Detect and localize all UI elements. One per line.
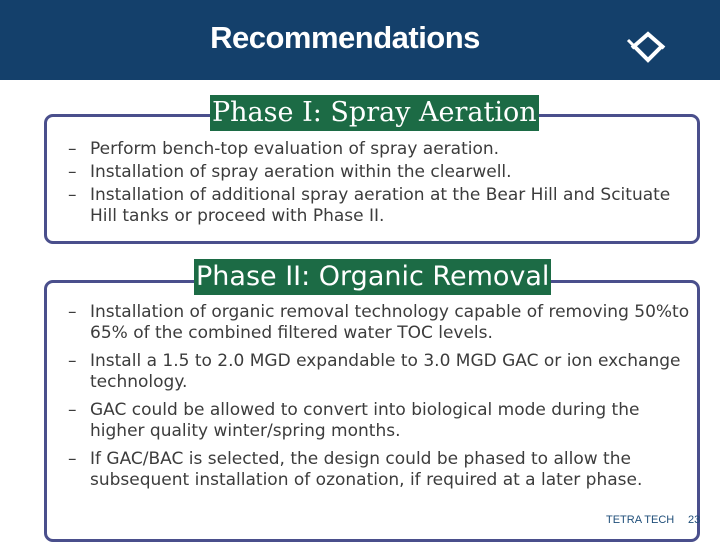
- list-item: [68, 139, 688, 160]
- list-item: [68, 449, 690, 491]
- page-number: 23: [688, 514, 701, 526]
- bullet-dash: –: [68, 449, 77, 469]
- bullet-dash: –: [68, 162, 77, 182]
- bullet-dash: –: [68, 185, 77, 205]
- phase1-label: Phase I: Spray Aeration: [210, 95, 539, 131]
- bullet-dash: –: [68, 139, 77, 159]
- diamond-chevron-logo-icon: [626, 26, 670, 66]
- list-item: [68, 400, 690, 442]
- footer-brand: TETRA TECH: [606, 514, 675, 526]
- list-item: [68, 162, 688, 183]
- bullet-text: Install a 1.5 to 2.0 MGD expandable to 3.0 MGD GAC or ion exchange technology.: [90, 351, 681, 392]
- bullet-text: Installation of spray aeration within the clearwell.: [90, 162, 512, 182]
- phase2-bullet-list: [68, 302, 690, 498]
- bullet-dash: –: [68, 302, 77, 322]
- list-item: [68, 185, 688, 227]
- bullet-dash: –: [68, 351, 77, 371]
- header-bar: [0, 0, 720, 80]
- bullet-text: Installation of organic removal technology capable of removing 50%to 65% of the combined filtered water TOC levels.: [90, 302, 690, 343]
- bullet-dash: –: [68, 400, 77, 420]
- phase1-bullet-list: [68, 139, 688, 229]
- bullet-text: GAC could be allowed to convert into biological mode during the higher quality winter/spring months.: [90, 400, 640, 441]
- list-item: [68, 351, 690, 393]
- page-title: Recommendations: [210, 20, 480, 55]
- bullet-text: If GAC/BAC is selected, the design could be phased to allow the subsequent installation of ozonation, if required at a later phase.: [90, 449, 643, 490]
- bullet-text: Installation of additional spray aeration at the Bear Hill and Scituate Hill tanks or proceed with Phase II.: [90, 185, 671, 226]
- list-item: [68, 302, 690, 344]
- bullet-text: Perform bench-top evaluation of spray aeration.: [90, 139, 500, 159]
- phase2-label: Phase II: Organic Removal: [194, 259, 551, 295]
